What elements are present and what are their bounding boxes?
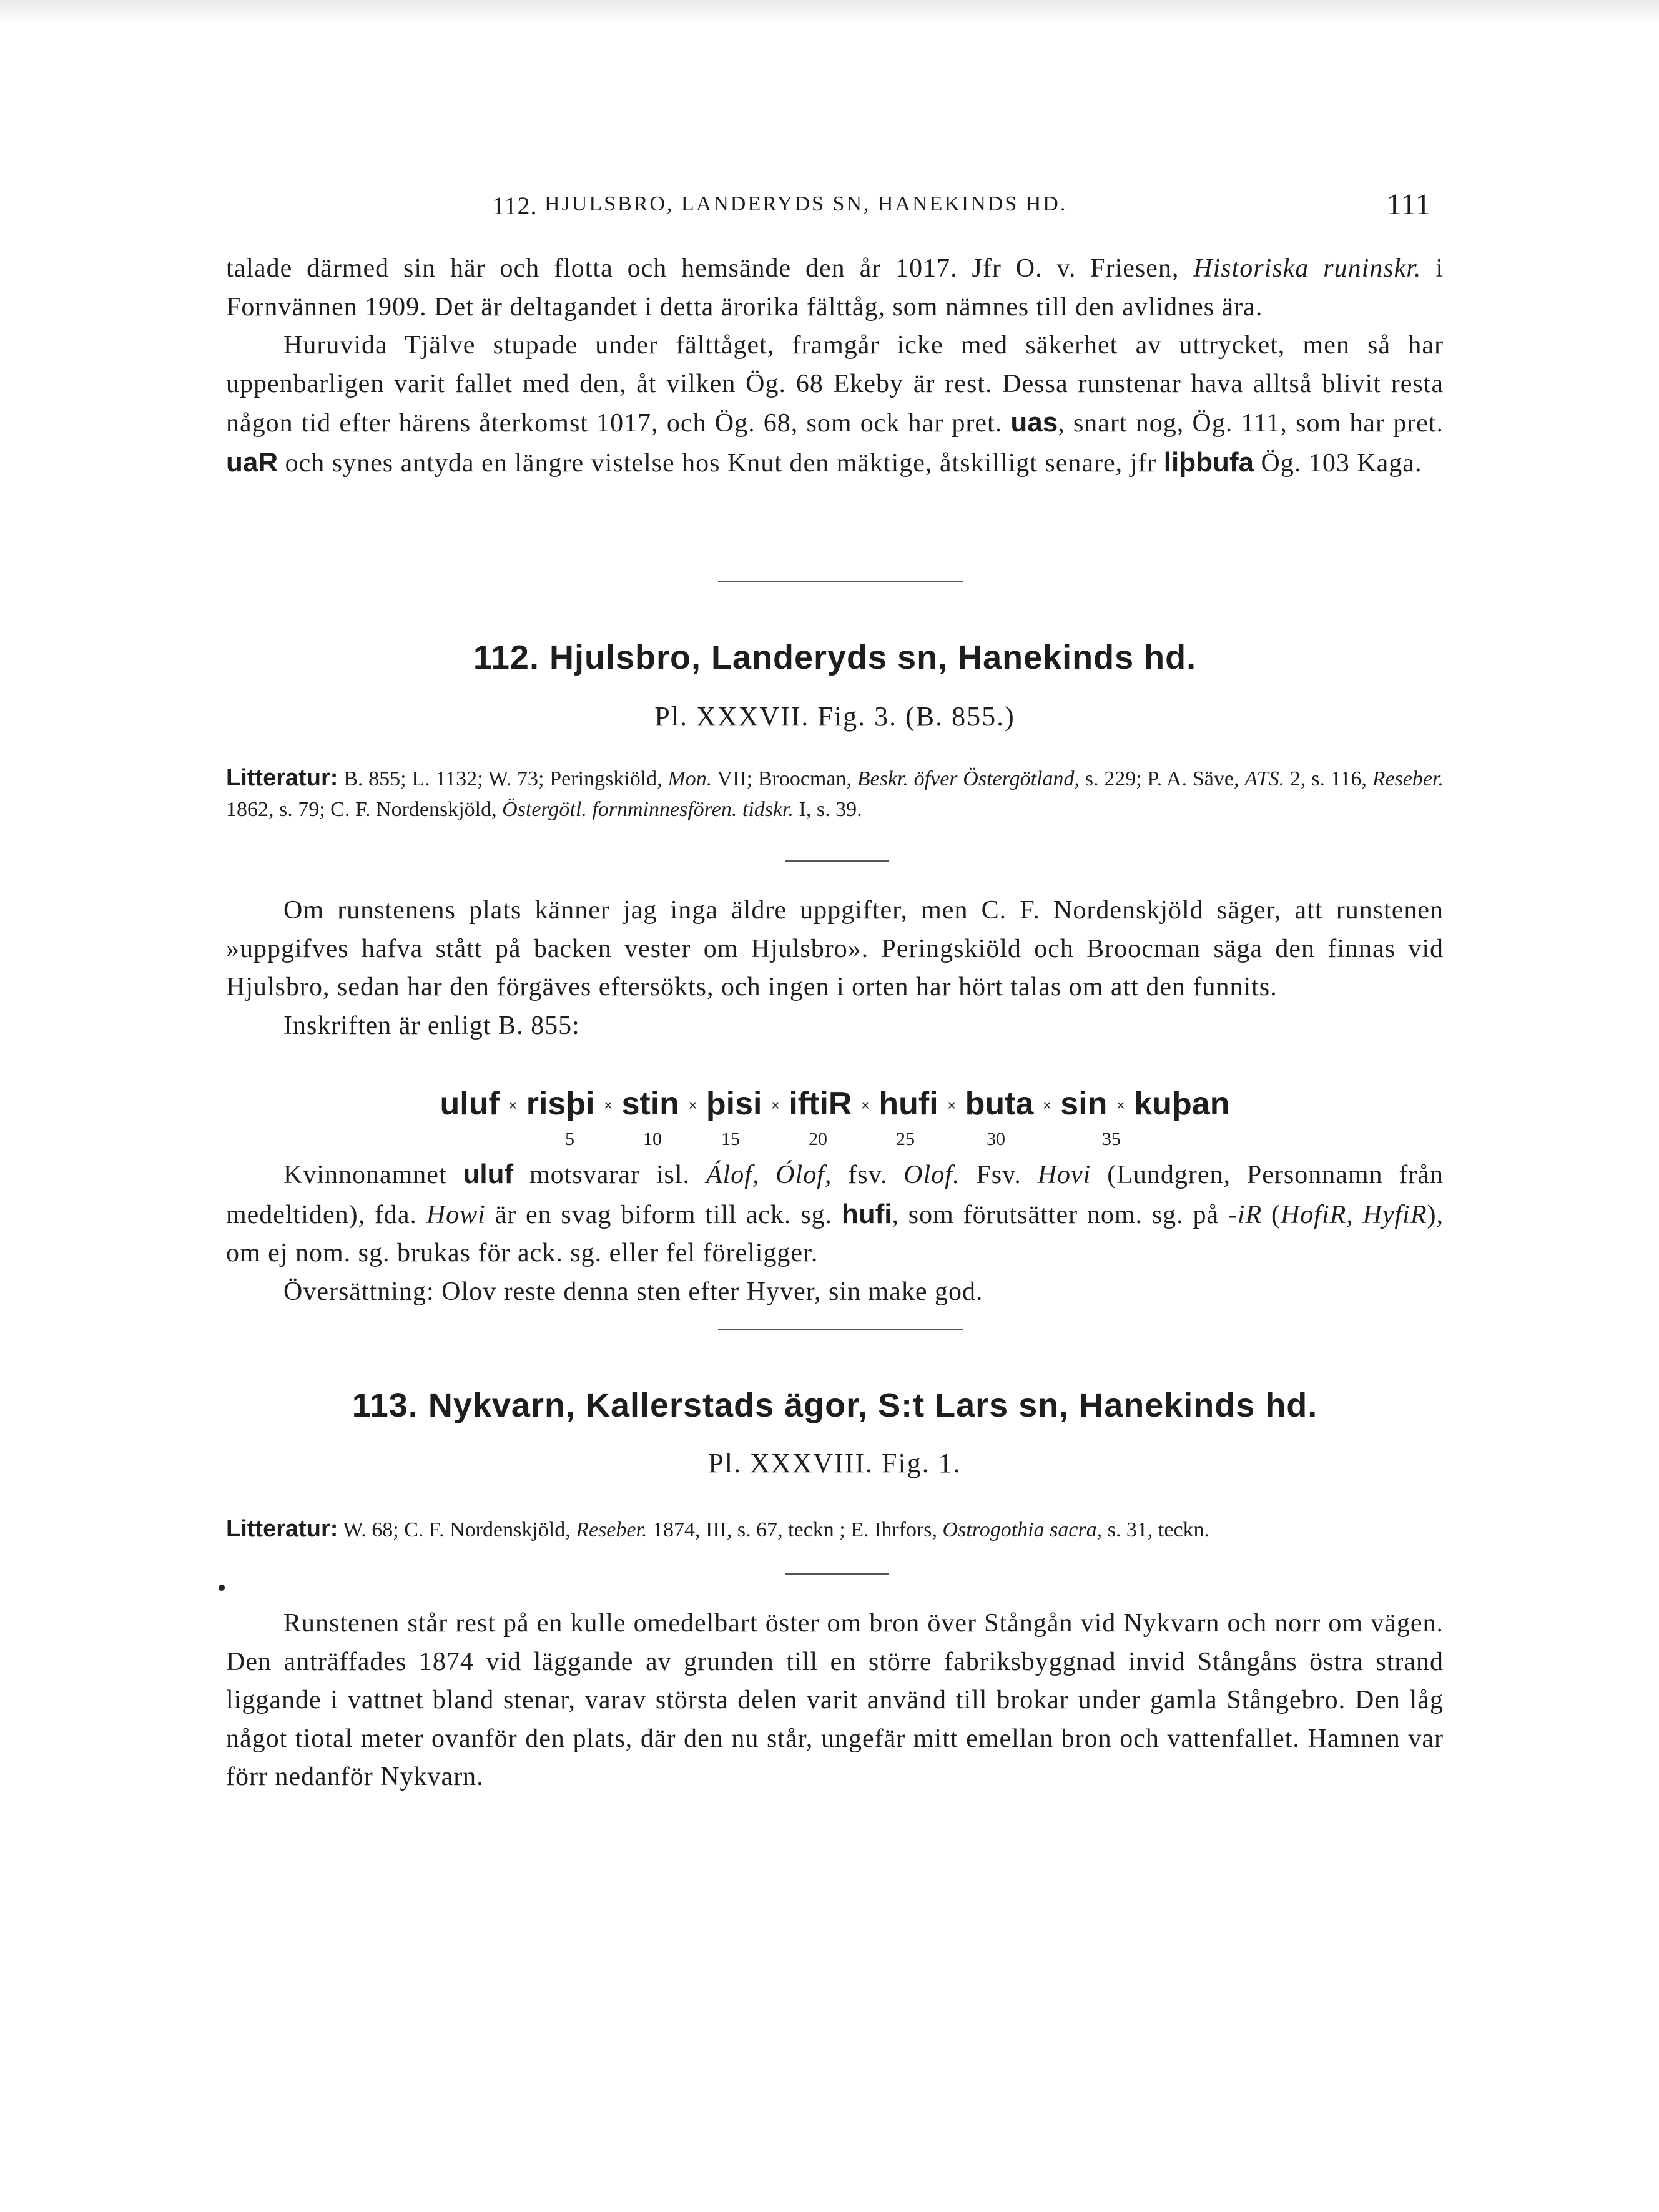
- rune-count-numbers: [0, 1129, 1659, 1154]
- section-112-number: 112.: [473, 639, 539, 676]
- rune-word: hufi: [879, 1086, 938, 1122]
- section-113-paragraph-1: Runstenen står rest på en kulle omedelbart öster om bron över Stångån vid Nykvarn och norr om vägen. Den anträffades 1874 vid läggande av grunden till en större fabriksbyggnad invid Stångåns östra strand liggande i vattnet bland stenar, varav största delen varit använd till brokar under gamla Stångebro. Den låg något tiotal meter ovanför den plats, där den nu står, ungefär mitt emellan bron och vattenfallet. Hamnen var förr nedanför Nykvarn.: [226, 1609, 1444, 1791]
- section-113-literature-text: Litteratur: W. 68; C. F. Nordenskjöld, Reseber. 1874, III, s. 67, teckn ; E. Ihrfors, Ostrogothia sacra, s. 31, teckn.: [226, 1516, 1210, 1542]
- word-separator: ×: [688, 1097, 697, 1114]
- rune-word: buta: [965, 1086, 1034, 1122]
- rune-count: 20: [809, 1129, 827, 1149]
- section-113-number: 113.: [352, 1387, 418, 1424]
- word-separator: ×: [604, 1097, 613, 1114]
- section-112-translation: Översättning: Olov reste denna sten efter Hyver, sin make god.: [283, 1277, 983, 1306]
- word-separator: ×: [1042, 1097, 1051, 1114]
- section-112-paragraph-2: Inskriften är enligt B. 855:: [283, 1011, 580, 1040]
- rune-count: 15: [721, 1129, 740, 1149]
- section-divider: [718, 1329, 963, 1330]
- section-112-title: Hjulsbro, Landeryds sn, Hanekinds hd.: [549, 639, 1197, 676]
- word-separator: ×: [770, 1097, 780, 1114]
- word-separator: ×: [508, 1097, 518, 1114]
- literature-divider: [785, 860, 889, 862]
- section-112-heading: [226, 638, 1444, 677]
- section-112-paragraph-3: Kvinnonamnet uluf motsvarar isl. Álof, Ólof, fsv. Olof. Fsv. Hovi (Lundgren, Personnamn från medeltiden), fda. Howi är en svag biform till ack. sg. hufi, som förutsätter nom. sg. på -iR (HofiR, HyfiR), om ej nom. sg. brukas för ack. sg. eller fel föreligger.: [226, 1159, 1444, 1267]
- rune-word: kuþan: [1134, 1086, 1230, 1122]
- literature-label: Litteratur:: [226, 765, 338, 791]
- literature-divider: [785, 1573, 889, 1575]
- intro-paragraph-2: Huruvida Tjälve stupade under fälttåget, framgår icke med säkerhet av uttrycket, men så har uppenbarligen varit fallet med den, åt vilken Ög. 68 Ekeby är rest. Dessa runstenar hava alltså blivit resta någon tid efter härens återkomst 1017, och Ög. 68, som ock har pret. uas, snart nog, Ög. 111, som har pret. uaR och synes antyda en längre vistelse hos Knut den mäktige, åtskilligt senare, jfr liþbufa Ög. 103 Kaga.: [226, 331, 1444, 478]
- word-separator: ×: [1116, 1097, 1125, 1114]
- literature-label: Litteratur:: [226, 1516, 338, 1542]
- running-head-number: 112.: [492, 192, 538, 220]
- rune-count: 10: [643, 1129, 662, 1149]
- section-113-title: Nykvarn, Kallerstads ägor, S:t Lars sn, Hanekinds hd.: [428, 1387, 1318, 1424]
- section-divider: [718, 581, 963, 582]
- section-112-plate: Pl. XXXVII. Fig. 3. (B. 855.): [654, 701, 1015, 732]
- rune-word: þisi: [706, 1086, 762, 1122]
- intro-paragraph-1: talade därmed sin här och flotta och hemsände den år 1017. Jfr O. v. Friesen, Historiska runinskr. i Fornvännen 1909. Det är deltagandet i detta ärorika fälttåg, som nämnes till den avlidnes ära.: [226, 254, 1444, 322]
- intro-text: [226, 250, 1444, 483]
- rune-word: uluf: [440, 1086, 500, 1122]
- runic-inscription: [226, 1085, 1444, 1123]
- word-separator: ×: [947, 1097, 957, 1114]
- rune-count: 35: [1102, 1129, 1121, 1149]
- section-112-literature: [226, 763, 1444, 825]
- section-112-literature-text: Litteratur: B. 855; L. 1132; W. 73; Peringskiöld, Mon. VII; Broocman, Beskr. öfver Östergötland, s. 229; P. A. Säve, ATS. 2, s. 116, Reseber. 1862, s. 79; C. F. Nordenskjöld, Östergötl. fornminnesfören. tidskr. I, s. 39.: [226, 765, 1444, 821]
- section-113-body: [226, 1605, 1444, 1797]
- scan-speck: [219, 1585, 225, 1591]
- rune-word: risþi: [526, 1086, 595, 1122]
- rune-word: stin: [621, 1086, 679, 1122]
- word-separator: ×: [860, 1097, 870, 1114]
- section-112-body: [226, 892, 1444, 1045]
- rune-word: sin: [1060, 1086, 1108, 1122]
- section-112-paragraph-1: Om runstenens plats känner jag inga äldre uppgifter, men C. F. Nordenskjöld säger, att runstenen »uppgifves hafva stått på backen vester om Hjulsbro». Peringskiöld och Broocman säga den finnas vid Hjulsbro, sedan har den förgäves eftersökts, och ingen i orten har hört talas om att den funnits.: [226, 896, 1444, 1001]
- rune-count: 5: [565, 1129, 574, 1149]
- section-113-literature: [226, 1514, 1444, 1545]
- section-112-commentary: [226, 1155, 1444, 1311]
- running-head: [226, 185, 1444, 222]
- page-number: 111: [1386, 188, 1431, 221]
- rune-count: 25: [896, 1129, 915, 1149]
- scan-edge-shadow: [0, 0, 1659, 25]
- section-113-heading: [226, 1386, 1444, 1425]
- rune-count: 30: [987, 1129, 1005, 1149]
- section-113-plate: Pl. XXXVIII. Fig. 1.: [708, 1448, 962, 1478]
- running-head-title: HJULSBRO, LANDERYDS SN, HANEKINDS HD.: [544, 192, 1068, 215]
- rune-word: iftiR: [789, 1086, 852, 1122]
